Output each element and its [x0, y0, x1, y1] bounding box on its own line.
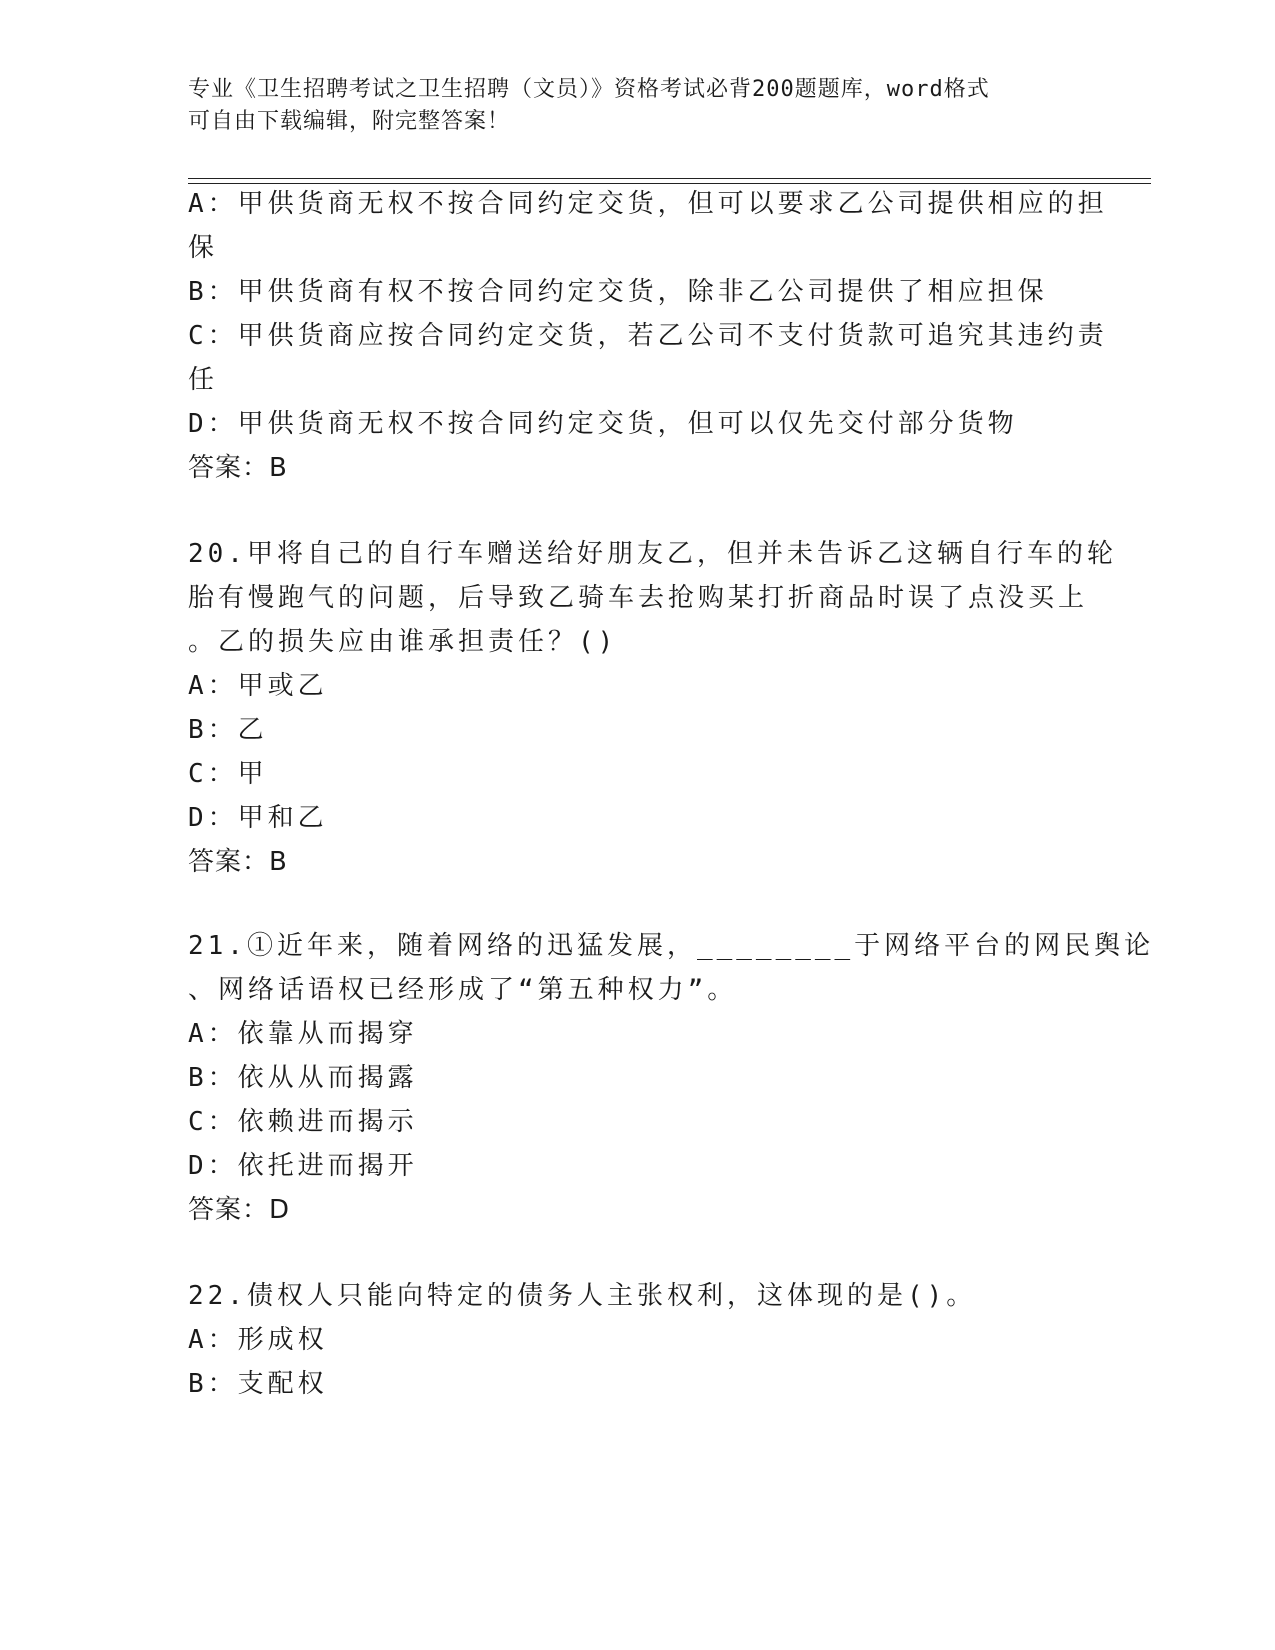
q19-answer: 答案：B	[188, 453, 288, 483]
q20-option-a: A：甲或乙	[188, 671, 328, 701]
q21-option-c: C：依赖进而揭示	[188, 1107, 418, 1137]
q19-option-a-line-2: 保	[188, 233, 219, 263]
q20-stem-line-2: 胎有慢跑气的问题，后导致乙骑车去抢购某打折商品时误了点没买上	[188, 583, 1089, 613]
q21-stem-line-1: 21.①近年来，随着网络的迅猛发展，________于网络平台的网民舆论	[188, 931, 1155, 961]
header-divider-top	[188, 178, 1151, 179]
q21-stem-line-2: 、网络话语权已经形成了“第五种权力”。	[188, 975, 738, 1005]
q20-option-b: B：乙	[188, 715, 268, 745]
q20-option-c: C：甲	[188, 759, 268, 789]
header-title-line-2: 可自由下载编辑，附完整答案！	[188, 109, 511, 134]
q22-option-a: A：形成权	[188, 1325, 328, 1355]
q19-option-c-line-1: C：甲供货商应按合同约定交货，若乙公司不支付货款可追究其违约责	[188, 321, 1108, 351]
header-divider-bottom	[188, 183, 1151, 184]
q19-option-d: D：甲供货商无权不按合同约定交货，但可以仅先交付部分货物	[188, 409, 1018, 439]
q20-answer: 答案：B	[188, 847, 288, 877]
q21-answer: 答案：D	[188, 1195, 291, 1225]
q21-option-a: A：依靠从而揭穿	[188, 1019, 418, 1049]
q22-stem-line-1: 22.债权人只能向特定的债务人主张权利，这体现的是()。	[188, 1281, 977, 1311]
header-title-line-1: 专业《卫生招聘考试之卫生招聘（文员）》资格考试必背200题题库，word格式	[188, 77, 990, 102]
q22-option-b: B：支配权	[188, 1369, 328, 1399]
document-header	[188, 74, 1088, 138]
q20-stem-line-3: 。乙的损失应由谁承担责任？()	[188, 627, 618, 657]
q20-stem-line-1: 20.甲将自己的自行车赠送给好朋友乙，但并未告诉乙这辆自行车的轮	[188, 539, 1117, 569]
q20-option-d: D：甲和乙	[188, 803, 328, 833]
q19-option-c-line-2: 任	[188, 365, 219, 395]
q21-option-b: B：依从从而揭露	[188, 1063, 418, 1093]
q19-option-a-line-1: A：甲供货商无权不按合同约定交货，但可以要求乙公司提供相应的担	[188, 189, 1108, 219]
q21-option-d: D：依托进而揭开	[188, 1151, 418, 1181]
q19-option-b: B：甲供货商有权不按合同约定交货，除非乙公司提供了相应担保	[188, 277, 1048, 307]
